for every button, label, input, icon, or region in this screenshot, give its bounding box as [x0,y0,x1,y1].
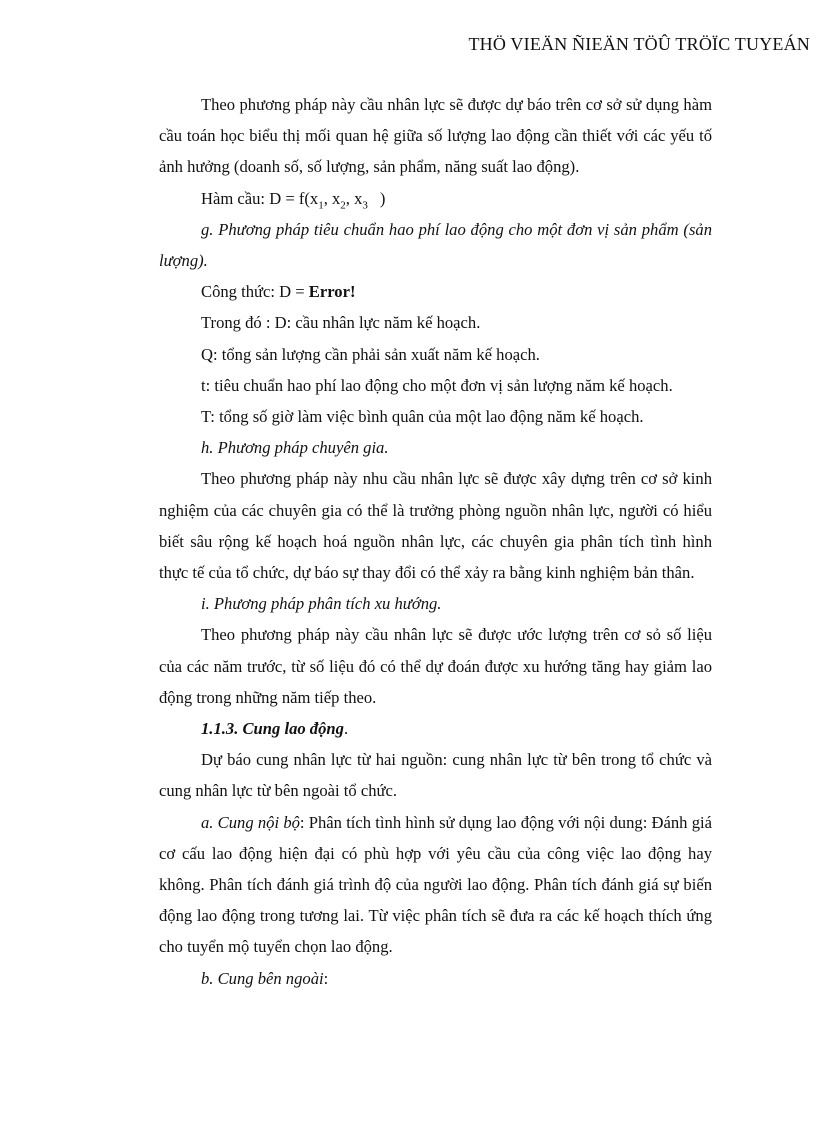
formula-label: Công thức: D = [201,282,309,302]
section-heading-1-1-3-text: 1.1.3. Cung lao động [201,719,344,739]
demand-function-sep-2: , x [345,188,363,208]
internal-supply-label: a. Cung nội bộ [201,812,300,832]
paragraph-labor-supply: Dự báo cung nhân lực từ hai nguồn: cung nhân lực từ bên trong tổ chức và cung nhân lực từ bên ngoài tổ chức. [159,750,712,801]
subscript-2: 2 [340,198,346,211]
heading-method-h: h. Phương pháp chuyên gia. [201,438,389,458]
definition-t-lower: t: tiêu chuẩn hao phí lao động cho một đơn vị sản lượng năm kế hoạch. [201,375,673,395]
demand-function-formula [159,183,712,214]
paragraph-internal-supply [159,807,712,963]
section-heading-1-1-3 [159,713,712,744]
paragraph-trend-method: Theo phương pháp này cầu nhân lực sẽ được ước lượng trên cơ sỏ số liệu của các năm trước, từ số liệu đó có thể dự đoán được xu hướng tăng hay giảm lao động trong những năm tiếp theo. [159,625,712,707]
external-supply-colon: : [323,968,329,988]
external-supply-label: b. Cung bên ngoài [201,968,324,988]
subscript-1: 1 [318,198,324,211]
running-header: THÖ VIEÄN ÑIEÄN TÖÛ TRÖÏC TUYEÁN [468,34,810,54]
heading-method-g: g. Phương pháp tiêu chuẩn hao phí lao động cho một đơn vị sản phẩm (sản lượng). [159,219,712,271]
paragraph-external-supply [159,963,712,994]
subscript-3: 3 [362,198,368,211]
formula-error: Error! [308,282,356,302]
definition-d: Trong đó : D: cầu nhân lực năm kế hoạch. [201,313,481,333]
definition-t-upper: T: tổng số giờ làm việc bình quân của một lao động năm kế hoạch. [201,407,644,427]
page-content [159,89,712,994]
demand-function-sep-1: , x [323,188,341,208]
demand-function-label: Hàm cầu: D = f(x [201,188,319,208]
paragraph-demand-function-intro: Theo phương pháp này cầu nhân lực sẽ được dự báo trên cơ sở sử dụng hàm cầu toán học biểu thị mối quan hệ giữa số lượng lao động cần thiết với các yếu tố ảnh hưởng (doanh số, số lượng, sản phẩm, năng suất lao động). [159,95,712,177]
formula-line [159,276,712,307]
internal-supply-text: : Phân tích tình hình sử dụng lao động với nội dung: Đánh giá cơ cấu lao động hiện đại có phù hợp với yêu cầu của công việc lao động hay không. Phân tích đánh giá trình độ của người lao động. Phân tích đánh giá sự biến động lao động trong tương lai. Từ việc phân tích sẽ đưa ra các kế hoạch thích ứng cho tuyển mộ tuyển chọn lao động. [159,812,712,957]
heading-method-i: i. Phương pháp phân tích xu hướng. [201,594,442,614]
definition-q: Q: tổng sản lượng cần phải sản xuất năm kế hoạch. [201,344,540,364]
section-heading-1-1-3-period: . [343,719,349,739]
paragraph-expert-method: Theo phương pháp này nhu cầu nhân lực sẽ được xây dựng trên cơ sở kinh nghiệm của các chuyên gia có thể là trưởng phòng nguồn nhân lực, người có hiểu biết sâu rộng kế hoạch hoá nguồn nhân lực, các chuyên gia phân tích tình hình thực tế của tổ chức, dự báo sự thay đổi có thể xảy ra bằng kinh nghiệm bản thân. [159,469,712,583]
demand-function-end: ) [379,188,386,208]
